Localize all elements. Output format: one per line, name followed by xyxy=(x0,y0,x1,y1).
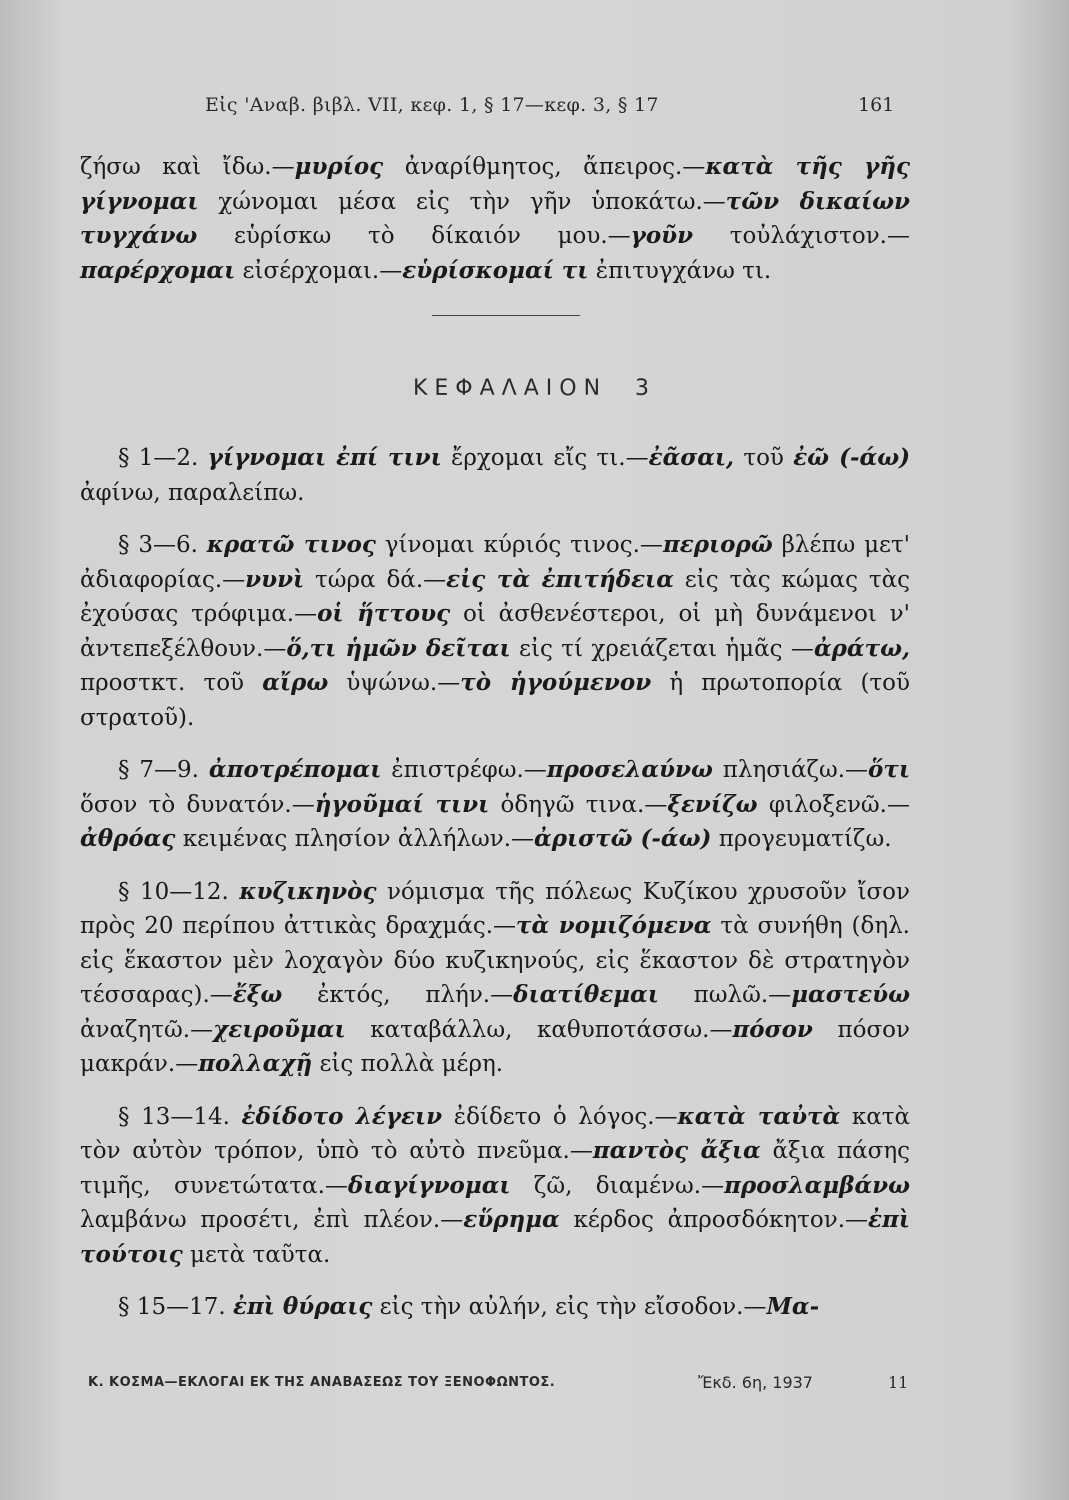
lemma-term: ἐᾶσαι, xyxy=(648,444,735,471)
section-paragraph xyxy=(80,441,910,510)
lemma-term: ἐπὶ τούτοις xyxy=(80,1206,910,1268)
footer-signature: 11 xyxy=(888,1373,909,1392)
chapter-word: ΚΕΦΑΛΑΙΟΝ xyxy=(412,376,608,401)
gloss-text: πωλῶ.— xyxy=(658,982,792,1008)
gloss-text: κέρδος ἀπροσδόκητον.— xyxy=(559,1207,869,1233)
section-paragraph xyxy=(80,875,910,1082)
lemma-term: κρατῶ τινος xyxy=(206,531,376,558)
gloss-text: ἐκτός, πλήν.— xyxy=(282,982,514,1008)
lemma-term: ξενίζω xyxy=(667,790,758,818)
lemma-term: κατὰ τῆς γῆς γίγνομαι xyxy=(80,153,910,215)
lemma-term: γίγνομαι ἐπί τινι xyxy=(207,444,442,471)
section-divider xyxy=(432,315,580,316)
gloss-text: § 7—9. xyxy=(118,757,209,783)
lemma-term: εὕρημα xyxy=(463,1206,560,1233)
lemma-term: εὑρίσκομαί τι xyxy=(402,256,589,284)
gloss-text: § 3—6. xyxy=(118,532,207,558)
text-body xyxy=(80,150,910,288)
gloss-text: εἰς τὴν αὐλήν, εἰς τὴν εἴσοδον.— xyxy=(372,1294,767,1320)
gloss-text: ζήσω καὶ ἴδω.— xyxy=(80,154,295,180)
gloss-text: τοῦ xyxy=(734,445,794,471)
lemma-term: ἀποτρέπομαι xyxy=(208,756,382,783)
lemma-term: περιορῶ xyxy=(662,531,773,558)
lemma-term: χειροῦμαι xyxy=(213,1015,346,1043)
gloss-text: ἡ πρωτοπορία (τοῦ στρατοῦ). xyxy=(80,670,910,731)
lemma-term: ἔξω xyxy=(232,981,283,1008)
section-paragraph xyxy=(80,753,910,857)
intro-paragraph xyxy=(80,150,910,288)
lemma-term: προσελαύνω xyxy=(546,756,713,783)
footer-edition: Ἔκδ. 6η, 1937 xyxy=(698,1373,813,1392)
gloss-text: ἀφίνω, παραλείπω. xyxy=(80,479,305,506)
lemma-term: ἀριστῶ (-άω) xyxy=(534,825,712,852)
gloss-text: ἄξια πάσης τιμῆς, συνετώτατα.— xyxy=(80,1138,910,1199)
lemma-term: ἐδίδοτο λέγειν xyxy=(241,1102,443,1130)
gloss-text: κατὰ τὸν αὐτὸν τρόπον, ὑπὸ τὸ αὐτὸ πνεῦμα.— xyxy=(80,1103,910,1164)
lemma-term: κατὰ ταὐτὰ xyxy=(677,1102,841,1130)
footer-imprint: Κ. ΚΟΣΜΑ—ΕΚΛΟΓΑΙ ΕΚ ΤΗΣ ΑΝΑΒΑΣΕΩΣ ΤΟΥ ΞΕΝΟΦΩΝΤΟΣ. xyxy=(88,1375,556,1390)
chapter-heading xyxy=(0,376,1069,401)
gloss-text: ἐπιτυγχάνω τι. xyxy=(588,257,772,284)
gloss-text: προγευματίζω. xyxy=(711,826,892,852)
gloss-text: προστκτ. τοῦ xyxy=(80,670,263,696)
lemma-term: μαστεύω xyxy=(791,981,910,1008)
gloss-text: μετὰ ταῦτα. xyxy=(182,1241,331,1268)
gloss-text: ἀναζητῶ.— xyxy=(80,1016,214,1043)
gloss-text: λαμβάνω προσέτι, ἐπὶ πλέον.— xyxy=(80,1207,464,1233)
gloss-text: νόμισμα τῆς πόλεως Κυζίκου χρυσοῦν ἴσον πρὸς 20 περίπου ἀττικὰς δραχμάς.— xyxy=(80,878,911,939)
lemma-term: ἐῶ (-άω) xyxy=(793,444,910,471)
gloss-text: εἰς τὰς κώμας τὰς ἐχούσας τρόφιμα.— xyxy=(80,566,910,627)
lemma-term: κυζικηνὸς xyxy=(239,877,377,905)
gloss-text: ὁδηγῶ τινα.— xyxy=(489,791,668,818)
running-header xyxy=(0,94,1069,124)
gloss-text: εἰσέρχομαι.— xyxy=(235,257,403,284)
lemma-term: Μα- xyxy=(766,1293,820,1320)
running-title: Εἰς 'Αναβ. βιβλ. VII, κεφ. 1, § 17—κεφ. 3, § 17 xyxy=(205,94,659,116)
gloss-text: κειμένας πλησίον ἀλλήλων.— xyxy=(175,826,535,852)
section-paragraph xyxy=(80,1290,910,1325)
lemma-term: διαγίγνομαι xyxy=(347,1171,511,1199)
gloss-text: ὅσον τὸ δυνατόν.— xyxy=(80,791,315,818)
lemma-term: ἐπὶ θύραις xyxy=(232,1293,373,1320)
gloss-text: οἱ ἀσθενέστεροι, οἱ μὴ δυνάμενοι ν' ἀντεπεξέλθουν.— xyxy=(80,601,910,662)
gloss-text: ἐδίδετο ὁ λόγος.— xyxy=(442,1103,678,1130)
page-footer xyxy=(88,1375,918,1399)
gloss-text: § 15—17. xyxy=(118,1294,233,1320)
lemma-term: πόσον xyxy=(732,1015,813,1043)
lemma-term: τὰ νομιζόμενα xyxy=(516,912,712,939)
lemma-term: πολλαχῇ xyxy=(198,1050,313,1077)
lemma-term: αἴρω xyxy=(262,669,329,696)
gloss-text: βλέπω μετ' ἀδιαφορίας.— xyxy=(80,532,911,593)
section-paragraph xyxy=(80,528,910,735)
section-paragraph xyxy=(80,1100,910,1273)
lemma-term: γοῦν xyxy=(630,222,694,249)
lemma-term: τῶν δικαίων τυγχάνω xyxy=(80,187,910,249)
gloss-text: πόσον μακράν.— xyxy=(80,1016,910,1077)
gloss-text: εὑρίσκω τὸ δίκαιόν μου.— xyxy=(197,223,631,249)
gloss-text: τώρα δά.— xyxy=(304,566,447,593)
lemma-term: μυρίος xyxy=(294,153,384,180)
gloss-text: ἐπιστρέφω.— xyxy=(381,757,547,783)
lemma-term: προσλαμβάνω xyxy=(724,1171,911,1199)
gloss-text: § 10—12. xyxy=(118,878,240,905)
lemma-term: παντὸς ἄξια xyxy=(592,1137,761,1164)
gloss-text: φιλοξενῶ.— xyxy=(757,791,910,818)
lemma-term: ἀράτω, xyxy=(813,634,911,662)
gloss-text: τοὐλάχιστον.— xyxy=(693,223,910,249)
lemma-term: ὅτι xyxy=(868,756,910,783)
gloss-text: ζῶ, διαμένω.— xyxy=(510,1172,725,1199)
lemma-term: διατίθεμαι xyxy=(513,981,659,1008)
gloss-text: § 13—14. xyxy=(118,1103,242,1130)
lemma-term: οἱ ἥττους xyxy=(317,600,451,627)
lemma-term: ἡγοῦμαί τινι xyxy=(314,790,490,818)
gloss-text: γίνομαι κύριός τινος.— xyxy=(375,532,663,558)
chapter-number: 3 xyxy=(635,376,657,401)
lemma-term: νυνὶ xyxy=(245,565,305,593)
gloss-text: τὰ συνήθη (δηλ. εἰς ἕκαστον μὲν λοχαγὸν δύο κυζικηνούς, εἰς ἕκαστον δὲ στρατηγὸν τέσσαρας).— xyxy=(80,913,910,1008)
lemma-term: τὸ ἡγούμενον xyxy=(460,669,652,696)
gloss-text: εἰς τί χρειάζεται ἡμᾶς — xyxy=(510,635,814,662)
lemma-term: ἀθρόας xyxy=(80,825,176,852)
page-number: 161 xyxy=(858,94,895,116)
gloss-text: ἔρχομαι εἴς τι.— xyxy=(441,445,649,471)
gloss-text: ἀναρίθμητος, ἄπειρος.— xyxy=(383,154,706,180)
lemma-term: ὅ,τι ἡμῶν δεῖται xyxy=(286,634,511,662)
gloss-text: καταβάλλω, καθυποτάσσω.— xyxy=(345,1016,733,1043)
gloss-text: πλησιάζω.— xyxy=(712,757,869,783)
gloss-text: εἰς πολλὰ μέρη. xyxy=(312,1051,504,1077)
lemma-term: εἰς τὰ ἐπιτήδεια xyxy=(446,565,674,593)
gloss-text: § 1—2. xyxy=(118,445,208,471)
lemma-term: παρέρχομαι xyxy=(80,256,236,284)
gloss-text: χώνομαι μέσα εἰς τὴν γῆν ὑποκάτω.— xyxy=(198,188,726,215)
chapter-sections xyxy=(80,425,910,1325)
gloss-text: ὑψώνω.— xyxy=(328,670,461,696)
